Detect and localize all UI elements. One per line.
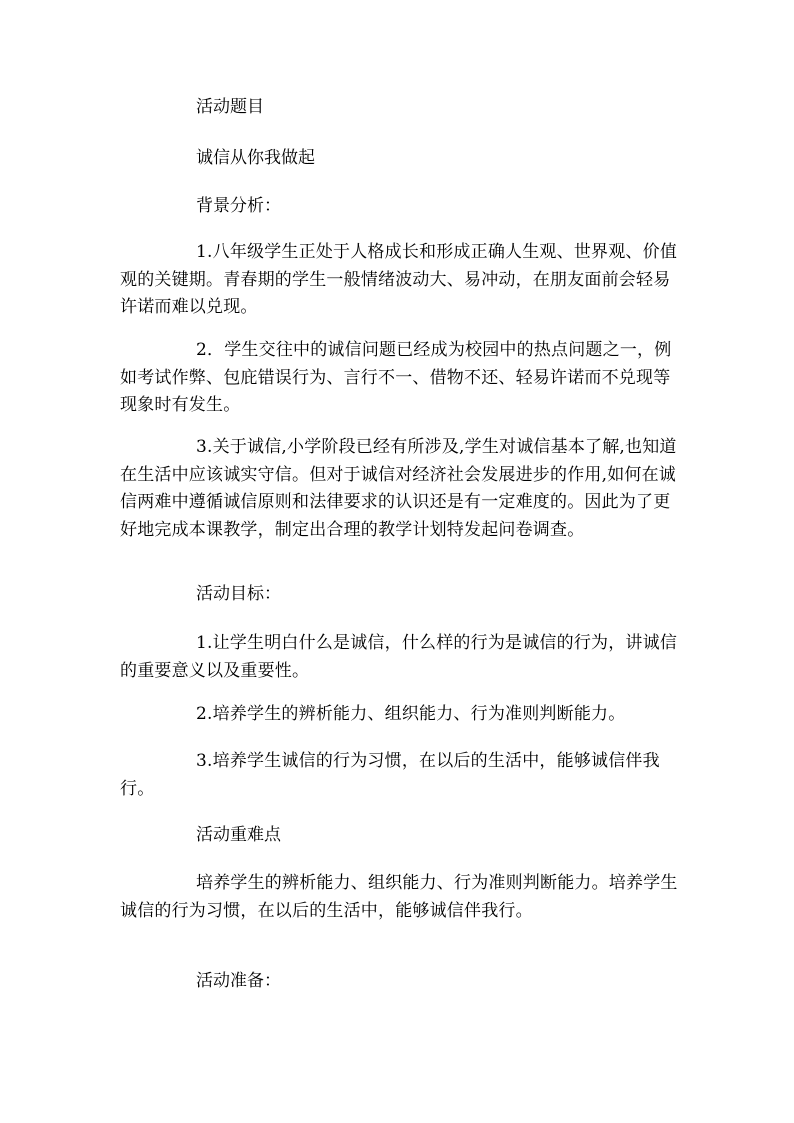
goal-paragraph-3: 3.培养学生诚信的行为习惯，在以后的生活中，能够诚信伴我行。	[120, 751, 660, 799]
goal-paragraph-2: 2.培养学生的辨析能力、组织能力、行为准则判断能力。	[196, 704, 626, 724]
goal-paragraph-1: 1.让学生明白什么是诚信，什么样的行为是诚信的行为，讲诚信的重要意义以及重要性。	[120, 633, 678, 681]
key-points-label: 活动重难点	[196, 825, 281, 845]
preparation-label: 活动准备：	[196, 971, 281, 991]
goals-label: 活动目标：	[196, 584, 281, 604]
activity-title-label: 活动题目	[196, 97, 264, 117]
background-paragraph-1: 1.八年级学生正处于人格成长和形成正确人生观、世界观、价值观的关键期。青春期的学生一般情绪波动大、易冲动，在朋友面前会轻易许诺而难以兑现。	[120, 242, 678, 317]
activity-title: 诚信从你我做起	[196, 148, 315, 168]
background-paragraph-3: 3.关于诚信,小学阶段已经有所涉及,学生对诚信基本了解,也知道在生活中应该诚实守信。但对于诚信对经济社会发展进步的作用,如何在诚信两难中遵循诚信原则和法律要求的认识还是有一定难度的。因此为了更好地完成本课教学，制定出合理的教学计划特发起问卷调查。	[120, 437, 677, 540]
background-label: 背景分析：	[196, 196, 281, 216]
background-paragraph-2: 2．学生交往中的诚信问题已经成为校园中的热点问题之一，例如考试作弊、包庇错误行为、言行不一、借物不还、轻易许诺而不兑现等现象时有发生。	[120, 340, 672, 415]
key-points-paragraph: 培养学生的辨析能力、组织能力、行为准则判断能力。培养学生诚信的行为习惯，在以后的生活中，能够诚信伴我行。	[120, 873, 678, 921]
